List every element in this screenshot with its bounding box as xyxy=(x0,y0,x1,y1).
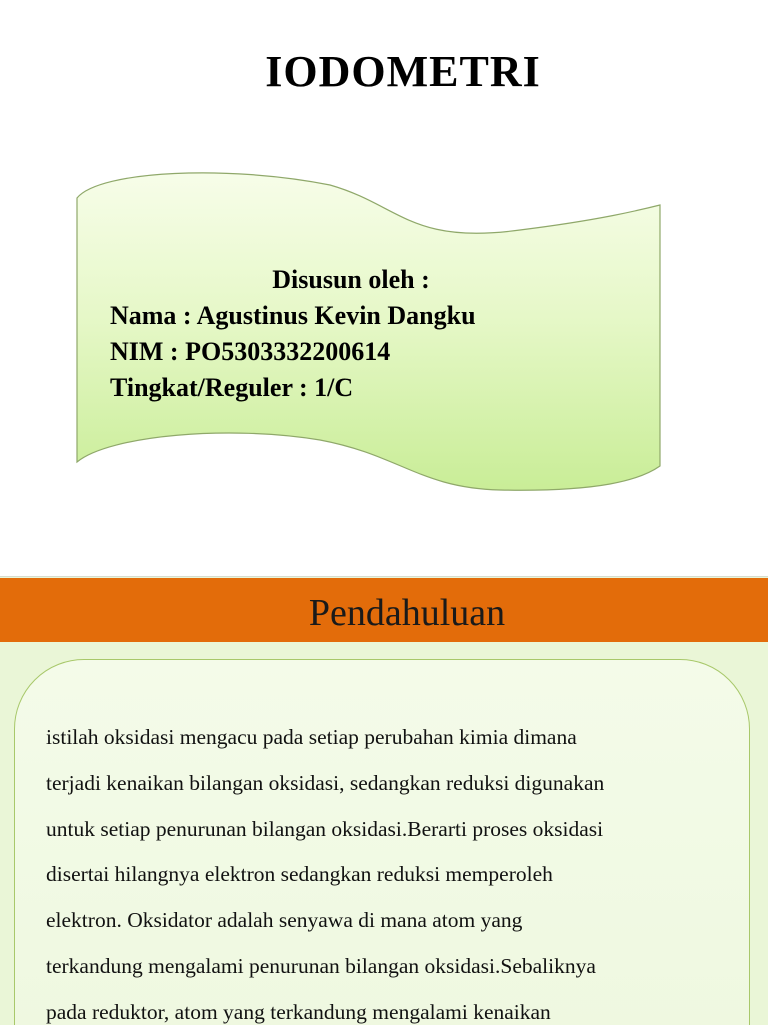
introduction-slide xyxy=(0,576,768,1025)
author-nim: NIM : PO5303332200614 xyxy=(110,337,391,366)
section-title: Pendahuluan xyxy=(308,592,506,634)
author-heading: Disusun oleh : xyxy=(272,265,430,294)
slide-title: IODOMETRI xyxy=(265,47,541,96)
paragraph-line: pada reduktor, atom yang terkandung mengalami kenaikan xyxy=(46,999,551,1024)
paragraph-line: istilah oksidasi mengacu pada setiap perubahan kimia dimana xyxy=(46,725,577,749)
author-level: Tingkat/Reguler : 1/C xyxy=(110,373,354,402)
paragraph-line: untuk setiap penurunan bilangan oksidasi.Berarti proses oksidasi xyxy=(46,816,604,841)
paragraph-line: elektron. Oksidator adalah senyawa di mana atom yang xyxy=(46,908,523,933)
paragraph-line: terjadi kenaikan bilangan oksidasi, sedangkan reduksi digunakan xyxy=(46,770,605,795)
paragraph-line: disertai hilangnya elektron sedangkan reduksi memperoleh xyxy=(46,862,553,887)
author-info xyxy=(110,262,630,406)
paragraph-line: terkandung mengalami penurunan bilangan oksidasi.Sebaliknya xyxy=(46,953,596,978)
author-name: Nama : Agustinus Kevin Dangku xyxy=(110,301,476,330)
header-bar xyxy=(0,578,768,642)
intro-paragraph xyxy=(46,715,736,1025)
